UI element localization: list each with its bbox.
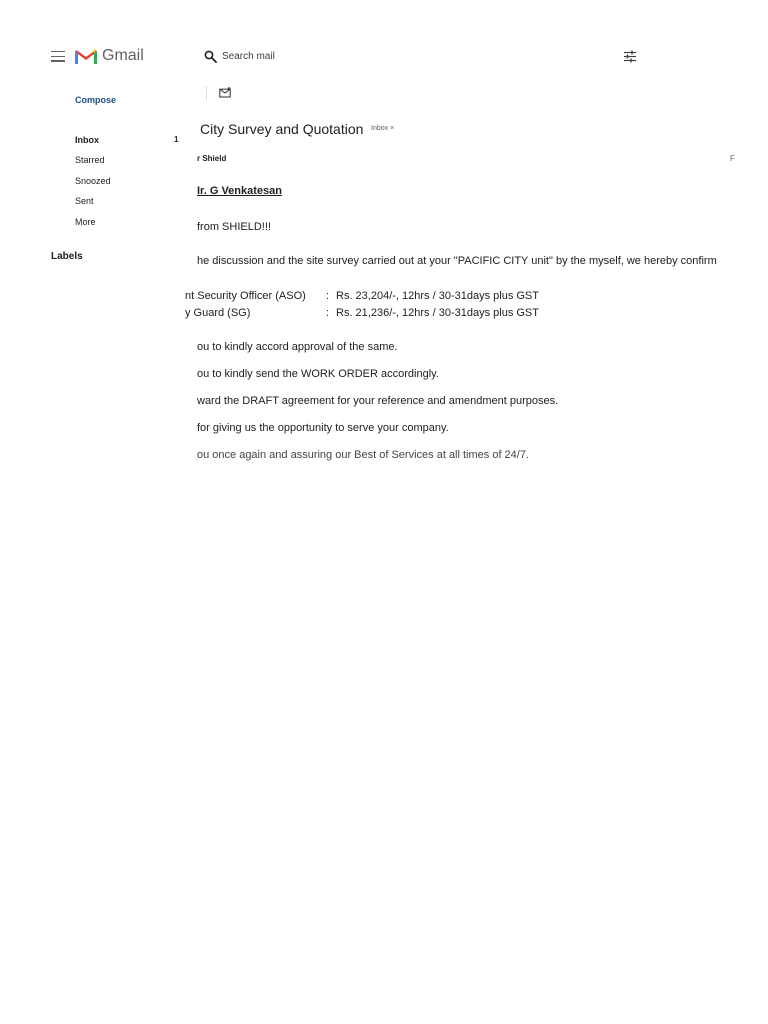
- toolbar-divider: [206, 86, 207, 100]
- email-date: F: [730, 154, 735, 163]
- menu-icon[interactable]: [51, 51, 65, 63]
- rate-separator: :: [326, 307, 330, 319]
- inbox-label-chip[interactable]: Inbox ×: [371, 125, 395, 132]
- inbox-unread-count: 1: [174, 135, 179, 144]
- body-line: ou to kindly send the WORK ORDER accordingly.: [197, 368, 439, 380]
- sidebar-item-starred[interactable]: Starred: [75, 155, 105, 165]
- rate-role-aso: nt Security Officer (ASO): [185, 290, 306, 302]
- gmail-brand: Gmail: [102, 47, 144, 64]
- email-subject: City Survey and Quotation: [200, 121, 364, 137]
- mail-icon[interactable]: [219, 87, 231, 98]
- sidebar-item-snoozed[interactable]: Snoozed: [75, 176, 111, 186]
- greeting-line: from SHIELD!!!: [197, 221, 271, 233]
- search-icon[interactable]: [204, 50, 217, 63]
- search-input[interactable]: [222, 48, 602, 64]
- recipient-name: Ir. G Venkatesan: [197, 185, 282, 197]
- sidebar-item-more[interactable]: More: [75, 217, 96, 227]
- body-line: ou to kindly accord approval of the same.: [197, 341, 398, 353]
- rate-value-aso: Rs. 23,204/-, 12hrs / 30-31days plus GST: [336, 290, 539, 302]
- compose-button[interactable]: Compose: [75, 95, 117, 105]
- tune-icon[interactable]: [623, 50, 637, 63]
- intro-line: he discussion and the site survey carried out at your "PACIFIC CITY unit" by the myself, we hereby confirm: [197, 255, 717, 267]
- closing-line: ou once again and assuring our Best of Services at all times of 24/7.: [197, 449, 530, 461]
- rate-separator: :: [326, 290, 330, 302]
- gmail-logo-icon[interactable]: [75, 48, 97, 65]
- sidebar-item-sent[interactable]: Sent: [75, 196, 94, 206]
- sender-name: r Shield: [197, 154, 227, 163]
- sidebar-item-inbox[interactable]: Inbox: [75, 135, 99, 145]
- body-line: for giving us the opportunity to serve your company.: [197, 422, 449, 434]
- rate-value-sg: Rs. 21,236/-, 12hrs / 30-31days plus GST: [336, 307, 539, 319]
- labels-heading: Labels: [51, 251, 83, 262]
- body-line: ward the DRAFT agreement for your reference and amendment purposes.: [197, 395, 559, 407]
- rate-role-sg: y Guard (SG): [185, 307, 251, 319]
